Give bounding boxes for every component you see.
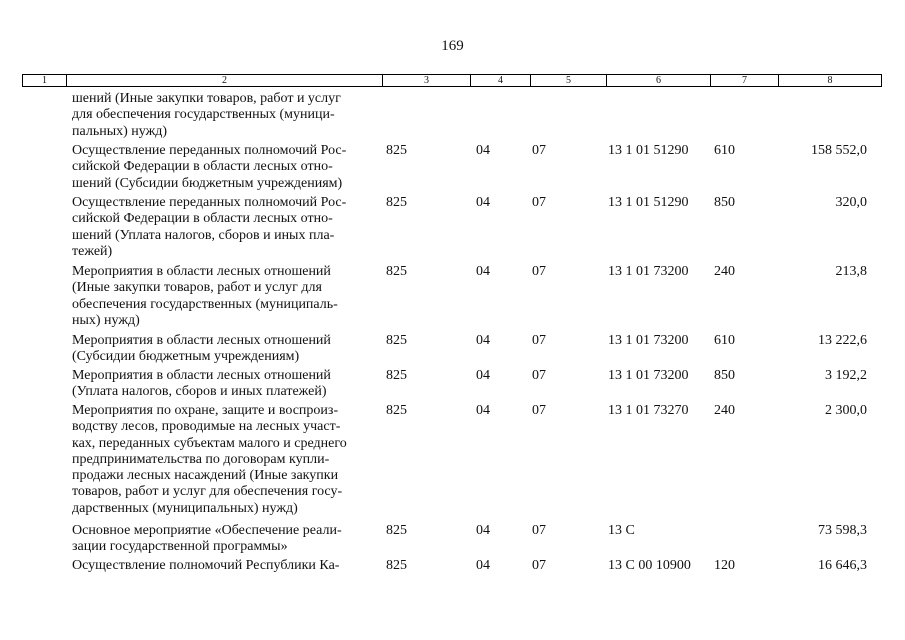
- col-7-value: 850: [714, 368, 735, 383]
- col-4-value: 04: [476, 195, 490, 210]
- description-line: продажи лесных насаждений (Иные закупки: [72, 468, 339, 484]
- col-5-value: 07: [532, 523, 546, 538]
- col-3-value: 825: [386, 368, 407, 383]
- col-5-value: 07: [532, 264, 546, 279]
- row-description: [72, 558, 372, 574]
- row-description: [72, 368, 372, 401]
- col-6-value: 13 1 01 73270: [608, 403, 689, 418]
- col-7-value: 850: [714, 195, 735, 210]
- row-description: [72, 264, 372, 329]
- col-4-value: 04: [476, 264, 490, 279]
- col-6-value: 13 С 00 10900: [608, 558, 691, 573]
- col-7-value: 610: [714, 333, 735, 348]
- description-line: ках, переданных субъектам малого и среднего: [72, 435, 347, 451]
- header-col-6: 6: [607, 75, 711, 86]
- description-line: сийской Федерации в области лесных отно-: [72, 211, 333, 227]
- description-line: Мероприятия в области лесных отношений: [72, 368, 331, 383]
- col-6-value: 13 1 01 51290: [608, 195, 689, 210]
- col-7-value: 120: [714, 558, 735, 573]
- page-number: 169: [441, 38, 464, 54]
- col-4-value: 04: [476, 403, 490, 418]
- col-4-value: 04: [476, 523, 490, 538]
- col-5-value: 07: [532, 333, 546, 348]
- description-line: обеспечения государственных (муниципаль-: [72, 296, 338, 312]
- header-col-4: 4: [471, 75, 531, 86]
- description-line: (Субсидии бюджетным учреждениям): [72, 349, 300, 365]
- col-3-value: 825: [386, 195, 407, 210]
- col-4-value: 04: [476, 368, 490, 383]
- description-line: Осуществление полномочий Республики Ка-: [72, 558, 340, 573]
- col-7-value: 240: [714, 264, 735, 279]
- col-3-value: 825: [386, 523, 407, 538]
- description-line: тежей): [72, 243, 113, 259]
- row-description: [72, 195, 372, 260]
- description-line: Основное мероприятие «Обеспечение реали-: [72, 523, 342, 538]
- col-6-value: 13 С: [608, 523, 635, 538]
- col-5-value: 07: [532, 368, 546, 383]
- header-col-5: 5: [531, 75, 607, 86]
- header-col-8: 8: [827, 75, 833, 86]
- row-description: [72, 403, 372, 517]
- col-6-value: 13 1 01 73200: [608, 368, 689, 383]
- description-line: Осуществление переданных полномочий Рос-: [72, 143, 347, 158]
- description-line: водству лесов, проводимые на лесных участ-: [72, 419, 341, 435]
- header-col-3: 3: [383, 75, 471, 86]
- row-description: [72, 91, 372, 140]
- col-7-value: 240: [714, 403, 735, 418]
- description-line: шений (Уплата налогов, сборов и иных пла-: [72, 227, 335, 243]
- description-line: ных) нужд): [72, 312, 140, 328]
- col-4-value: 04: [476, 558, 490, 573]
- col-8-value: 16 646,3: [818, 558, 867, 573]
- col-3-value: 825: [386, 403, 407, 418]
- col-8-value: 3 192,2: [825, 368, 867, 383]
- description-line: зации государственной программы»: [72, 539, 288, 555]
- col-8-value: 73 598,3: [818, 523, 867, 538]
- col-3-value: 825: [386, 333, 407, 348]
- description-line: дарственных (муниципальных) нужд): [72, 500, 298, 516]
- col-8-value: 13 222,6: [818, 333, 867, 348]
- col-5-value: 07: [532, 558, 546, 573]
- col-8-value: 213,8: [835, 264, 867, 279]
- table-header: [22, 74, 882, 87]
- col-6-value: 13 1 01 73200: [608, 333, 689, 348]
- description-line: предпринимательства по договорам купли-: [72, 451, 330, 467]
- col-4-value: 04: [476, 143, 490, 158]
- description-line: Осуществление переданных полномочий Рос-: [72, 195, 347, 210]
- description-line: товаров, работ и услуг для обеспечения госу-: [72, 484, 343, 500]
- description-line: (Уплата налогов, сборов и иных платежей): [72, 384, 327, 400]
- col-8-value: 158 552,0: [811, 143, 867, 158]
- col-3-value: 825: [386, 558, 407, 573]
- row-description: [72, 143, 372, 192]
- description-line: шений (Иные закупки товаров, работ и услуг: [72, 91, 341, 106]
- description-line: пальных) нужд): [72, 123, 168, 139]
- description-line: Мероприятия по охране, защите и воспроиз-: [72, 403, 339, 418]
- col-6-value: 13 1 01 51290: [608, 143, 689, 158]
- col-8-value: 320,0: [835, 195, 867, 210]
- description-line: (Иные закупки товаров, работ и услуг для: [72, 280, 322, 296]
- col-5-value: 07: [532, 195, 546, 210]
- description-line: шений (Субсидии бюджетным учреждениям): [72, 175, 343, 191]
- col-6-value: 13 1 01 73200: [608, 264, 689, 279]
- row-description: [72, 523, 372, 556]
- header-col-1: 1: [23, 75, 67, 86]
- row-description: [72, 333, 372, 366]
- col-8-value: 2 300,0: [825, 403, 867, 418]
- description-line: для обеспечения государственных (муници-: [72, 107, 335, 123]
- col-4-value: 04: [476, 333, 490, 348]
- col-5-value: 07: [532, 403, 546, 418]
- header-col-7: 7: [711, 75, 779, 86]
- col-7-value: 610: [714, 143, 735, 158]
- description-line: сийской Федерации в области лесных отно-: [72, 159, 333, 175]
- col-3-value: 825: [386, 264, 407, 279]
- description-line: Мероприятия в области лесных отношений: [72, 264, 331, 279]
- description-line: Мероприятия в области лесных отношений: [72, 333, 331, 348]
- col-3-value: 825: [386, 143, 407, 158]
- col-5-value: 07: [532, 143, 546, 158]
- header-col-2: 2: [67, 75, 383, 86]
